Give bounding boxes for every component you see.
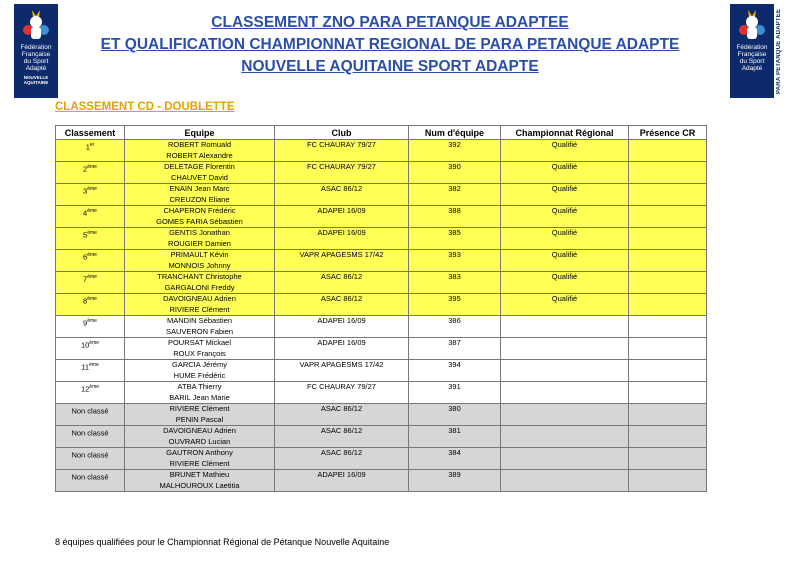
- presence-cell: [629, 404, 707, 426]
- table-body: [56, 140, 707, 492]
- table-row: [56, 316, 707, 338]
- team-number-cell: 383: [409, 272, 501, 294]
- mascot-icon: [18, 8, 54, 42]
- rank-cell: 5ème: [56, 228, 125, 250]
- club-cell: ASAC 86/12: [275, 404, 409, 426]
- table-row: [56, 338, 707, 360]
- ffsa-logo-left: [14, 4, 58, 98]
- team-number-cell: 382: [409, 184, 501, 206]
- team-cell: [125, 360, 275, 382]
- table-header-row: [56, 126, 707, 140]
- rank-cell: 1er: [56, 140, 125, 162]
- rank-cell: 3ème: [56, 184, 125, 206]
- club-cell: ADAPEI 16/09: [275, 228, 409, 250]
- qualification-cell: Qualifié: [501, 206, 629, 228]
- team-number-cell: 392: [409, 140, 501, 162]
- presence-cell: [629, 162, 707, 184]
- player-2: GARGALONI Freddy: [164, 282, 235, 292]
- team-cell: [125, 338, 275, 360]
- presence-cell: [629, 294, 707, 316]
- player-1: TRANCHANT Christophe: [157, 272, 242, 281]
- table-row: [56, 206, 707, 228]
- player-2: HUME Frédéric: [173, 370, 226, 380]
- rank-cell: 6ème: [56, 250, 125, 272]
- qualification-cell: Qualifié: [501, 228, 629, 250]
- team-cell: [125, 382, 275, 404]
- table-row: [56, 250, 707, 272]
- presence-cell: [629, 228, 707, 250]
- player-1: ENAIN Jean Marc: [169, 184, 230, 193]
- col-header-team: Equipe: [125, 126, 275, 140]
- presence-cell: [629, 316, 707, 338]
- table-row: [56, 360, 707, 382]
- player-2: RIVIERE Clément: [169, 304, 230, 314]
- player-2: MONNOIS Johnny: [168, 260, 231, 270]
- qualification-cell: [501, 360, 629, 382]
- club-cell: ADAPEI 16/09: [275, 316, 409, 338]
- player-1: CHAPERON Frédéric: [163, 206, 236, 215]
- qualification-cell: [501, 382, 629, 404]
- team-cell: [125, 228, 275, 250]
- team-number-cell: 391: [409, 382, 501, 404]
- club-cell: ASAC 86/12: [275, 426, 409, 448]
- player-1: GAUTRON Anthony: [166, 448, 233, 457]
- logo-left-region: NOUVELLE AQUITAINE: [23, 75, 49, 85]
- team-number-cell: 387: [409, 338, 501, 360]
- presence-cell: [629, 184, 707, 206]
- team-number-cell: 390: [409, 162, 501, 184]
- team-cell: [125, 448, 275, 470]
- table-row: [56, 448, 707, 470]
- presence-cell: [629, 272, 707, 294]
- club-cell: ASAC 86/12: [275, 294, 409, 316]
- team-cell: [125, 272, 275, 294]
- team-cell: [125, 140, 275, 162]
- para-petanque-vertical-label: PARA PETANQUE ADAPTEE: [776, 8, 782, 94]
- footer-note: 8 équipes qualifiées pour le Championnat Régional de Pétanque Nouvelle Aquitaine: [55, 537, 390, 547]
- rank-cell: Non classé: [56, 448, 125, 470]
- presence-cell: [629, 382, 707, 404]
- rank-cell: 12ème: [56, 382, 125, 404]
- rank-cell: Non classé: [56, 470, 125, 492]
- team-number-cell: 388: [409, 206, 501, 228]
- team-cell: [125, 470, 275, 492]
- club-cell: FC CHAURAY 79/27: [275, 382, 409, 404]
- qualification-cell: [501, 316, 629, 338]
- presence-cell: [629, 470, 707, 492]
- table-row: [56, 426, 707, 448]
- table-row: [56, 404, 707, 426]
- col-header-team-number: Num d'équipe: [409, 126, 501, 140]
- club-cell: VAPR APAGESMS 17/42: [275, 250, 409, 272]
- club-cell: FC CHAURAY 79/27: [275, 162, 409, 184]
- player-1: GENTIS Jonathan: [169, 228, 230, 237]
- team-cell: [125, 184, 275, 206]
- team-number-cell: 384: [409, 448, 501, 470]
- team-cell: [125, 162, 275, 184]
- club-cell: ADAPEI 16/09: [275, 206, 409, 228]
- player-2: CREUZON Eliane: [169, 194, 230, 204]
- player-1: GARCIA Jérémy: [171, 360, 227, 369]
- table-row: [56, 294, 707, 316]
- table-row: [56, 140, 707, 162]
- player-2: CHAUVET David: [171, 172, 228, 182]
- club-cell: VAPR APAGESMS 17/42: [275, 360, 409, 382]
- presence-cell: [629, 448, 707, 470]
- team-number-cell: 385: [409, 228, 501, 250]
- rank-cell: 8ème: [56, 294, 125, 316]
- team-number-cell: 386: [409, 316, 501, 338]
- qualification-cell: Qualifié: [501, 294, 629, 316]
- rank-cell: Non classé: [56, 404, 125, 426]
- title-line-3: NOUVELLE AQUITAINE SPORT ADAPTE: [241, 58, 539, 75]
- team-number-cell: 394: [409, 360, 501, 382]
- rank-cell: 2ème: [56, 162, 125, 184]
- player-2: BARIL Jean Marie: [169, 392, 230, 402]
- presence-cell: [629, 426, 707, 448]
- qualification-cell: [501, 338, 629, 360]
- team-number-cell: 389: [409, 470, 501, 492]
- team-cell: [125, 404, 275, 426]
- ffsa-logo-right: [730, 4, 774, 98]
- team-cell: [125, 426, 275, 448]
- club-cell: ADAPEI 16/09: [275, 338, 409, 360]
- presence-cell: [629, 140, 707, 162]
- team-number-cell: 395: [409, 294, 501, 316]
- section-title: CLASSEMENT CD - DOUBLETTE: [55, 101, 235, 113]
- player-1: POURSAT Mickael: [167, 338, 232, 347]
- presence-cell: [629, 360, 707, 382]
- team-cell: [125, 294, 275, 316]
- ranking-table: [55, 125, 707, 492]
- rank-cell: 4ème: [56, 206, 125, 228]
- presence-cell: [629, 250, 707, 272]
- player-2: PENIN Pascal: [175, 414, 224, 424]
- team-number-cell: 393: [409, 250, 501, 272]
- table-row: [56, 382, 707, 404]
- player-2: ROUX François: [173, 348, 226, 358]
- title-line-2: ET QUALIFICATION CHAMPIONNAT REGIONAL DE PARA PETANQUE ADAPTE: [100, 36, 680, 53]
- mascot-icon: [734, 8, 770, 42]
- qualification-cell: Qualifié: [501, 184, 629, 206]
- table-row: [56, 184, 707, 206]
- player-1: MANDIN Sébastien: [166, 316, 233, 325]
- rank-cell: 11ème: [56, 360, 125, 382]
- rank-cell: 9ème: [56, 316, 125, 338]
- table-row: [56, 228, 707, 250]
- team-cell: [125, 316, 275, 338]
- qualification-cell: Qualifié: [501, 272, 629, 294]
- qualification-cell: Qualifié: [501, 250, 629, 272]
- club-cell: ADAPEI 16/09: [275, 470, 409, 492]
- team-cell: [125, 250, 275, 272]
- player-2: MALHOUROUX Laetitia: [159, 480, 240, 490]
- table-row: [56, 470, 707, 492]
- player-1: ROBERT Romuald: [167, 140, 232, 149]
- table-row: [56, 272, 707, 294]
- col-header-presence: Présence CR: [629, 126, 707, 140]
- page-title: [60, 12, 720, 78]
- player-2: RIVIERE Clément: [169, 458, 230, 468]
- player-1: DAVOIGNEAU Adrien: [163, 294, 236, 303]
- presence-cell: [629, 338, 707, 360]
- rank-cell: 10ème: [56, 338, 125, 360]
- player-1: DAVOIGNEAU Adrien: [163, 426, 236, 435]
- col-header-club: Club: [275, 126, 409, 140]
- logo-left-text: Fédération Française du Sport Adapté: [20, 44, 52, 72]
- rank-cell: 7ème: [56, 272, 125, 294]
- player-2: ROUGIER Damien: [168, 238, 231, 248]
- team-number-cell: 380: [409, 404, 501, 426]
- club-cell: ASAC 86/12: [275, 272, 409, 294]
- player-1: RIVIERE Clément: [169, 404, 230, 413]
- team-number-cell: 381: [409, 426, 501, 448]
- team-cell: [125, 206, 275, 228]
- table-row: [56, 162, 707, 184]
- player-1: PRIMAULT Kévin: [170, 250, 229, 259]
- club-cell: FC CHAURAY 79/27: [275, 140, 409, 162]
- player-2: GOMES FARIA Sébastien: [156, 216, 243, 226]
- player-2: OUVRARD Lucian: [168, 436, 231, 446]
- logo-right-text: Fédération Française du Sport Adapté: [736, 44, 768, 72]
- rank-cell: Non classé: [56, 426, 125, 448]
- club-cell: ASAC 86/12: [275, 184, 409, 206]
- qualification-cell: [501, 470, 629, 492]
- title-line-1: CLASSEMENT ZNO PARA PETANQUE ADAPTEE: [211, 14, 569, 31]
- player-1: BRUNET Mathieu: [169, 470, 230, 479]
- player-2: ROBERT Alexandre: [166, 150, 233, 160]
- qualification-cell: Qualifié: [501, 162, 629, 184]
- player-1: DELETAGE Florentin: [164, 162, 235, 171]
- player-1: ATBA Thierry: [177, 382, 222, 391]
- col-header-regional-championship: Championnat Régional: [501, 126, 629, 140]
- presence-cell: [629, 206, 707, 228]
- club-cell: ASAC 86/12: [275, 448, 409, 470]
- qualification-cell: [501, 404, 629, 426]
- qualification-cell: [501, 448, 629, 470]
- qualification-cell: [501, 426, 629, 448]
- player-2: SAUVERON Fabien: [165, 326, 234, 336]
- col-header-rank: Classement: [56, 126, 125, 140]
- qualification-cell: Qualifié: [501, 140, 629, 162]
